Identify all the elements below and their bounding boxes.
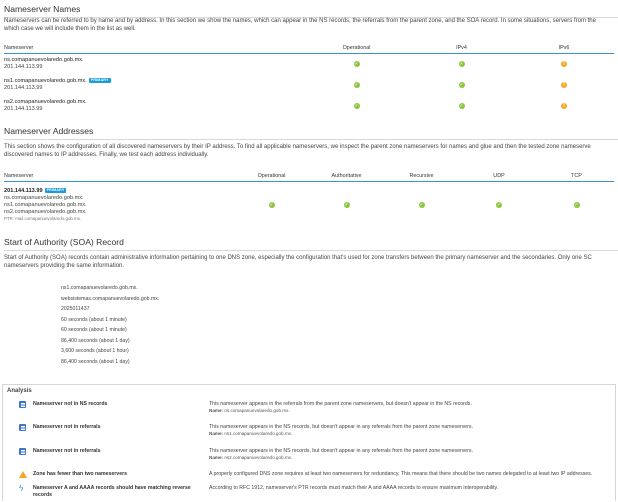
table-row [4,75,614,96]
lightning-icon: ϟ [19,484,24,493]
check-icon: ✓ [354,103,359,109]
table-row [4,54,614,75]
nameserver-ip: 201.144.113.99 [4,106,43,112]
soa-desc-line1: Start of Authority (SOA) records contain administrative information pertaining to one DNS zone, especially the configuration that's used for zone transfers between the primary nameserver and the secondaries. Only one SC [4,255,592,261]
check-icon: ✓ [269,201,274,208]
analysis-item-title: Nameserver not in referrals [33,424,101,430]
soa-desc-line2: nameservers providing the same information. [4,263,125,270]
analysis-title: Analysis [7,388,32,394]
names-desc-line1: Nameservers can be referred to by name and by address. In this section we show the names, which can appear in the NS records, the referrals from the parent zone, and the SOA record. In some situations, servers from the [4,18,596,24]
soa-value: 60 seconds (about 1 minute) [61,327,127,333]
analysis-item-title: Nameserver A and AAAA records should have matching reverse records [33,485,191,498]
col-tcp: TCP [539,170,614,182]
analysis-panel [2,384,616,501]
nameserver-name: ns2.comapanuevolaredo.gob.mx. [4,99,87,105]
name-label: Name: [209,407,224,413]
document-icon [19,448,26,455]
col-ipv4: IPv4 [409,42,514,54]
addresses-desc-line1: This section shows the configuration of all discovered nameservers by their IP address. To find all applicable nameservers, we inspect the parent zone nameservers for names and glue and then the tested zone nameserve [4,144,591,150]
soa-value: 60 seconds (about 1 minute) [61,316,127,323]
table-row [4,96,614,117]
soa-value: 3,600 seconds (about 1 hour) [61,348,129,354]
col-ipv6: IPv6 [514,42,614,54]
col-operational: Operational [304,42,409,54]
check-icon: ✓ [496,201,502,208]
primary-badge: PRIMARY [46,187,65,192]
soa-value: 86,400 seconds (about 1 day) [61,358,130,365]
document-icon [19,401,26,408]
warning-icon: ! [561,61,567,67]
analysis-item [3,398,615,418]
analysis-item-name: ns1.comapanuevolaredo.gob.mx. [224,430,293,436]
soa-title: Start of Authority (SOA) Record [4,237,618,251]
analysis-item-name: ns.comapanuevolaredo.gob.mx. [224,407,290,413]
check-icon: ✓ [574,201,579,208]
addresses-header-row [4,170,614,182]
analysis-item-desc: This nameserver appears in the referrals from the parent zone nameservers, but doesn't appear in the NS records. [209,401,472,407]
names-desc-line2: which case we will include them in the list as well. [4,26,136,33]
nameserver-name: ns1.comapanuevolaredo.gob.mx. [4,78,87,85]
analysis-item [3,421,615,441]
addresses-desc-line2: discovered names to IP addresses. Finally, we test each address individually. [4,152,209,159]
address-name: ns.comapanuevolaredo.gob.mx. [4,194,84,201]
address-name: ns1.comapanuevolaredo.gob.mx. [4,201,87,208]
check-icon: ✓ [344,201,349,208]
analysis-item-desc: This nameserver appears in the NS records, but doesn't appear in any referrals from the parent zone nameservers. [209,448,473,454]
address-name: ns2.comapanuevolaredo.gob.mx. [4,208,87,215]
names-title: Nameserver Names [4,4,618,18]
check-icon: ✓ [419,201,424,208]
check-icon: ✓ [354,82,359,88]
analysis-item [3,445,615,465]
analysis-item-desc: A properly configured DNS zone requires at least two nameservers for redundancy. This means that there should be two names delegated to at least two IP addresses. [209,471,593,477]
analysis-item-title: Nameserver not in NS records [33,401,108,407]
check-icon: ✓ [354,61,359,68]
analysis-item-title: Zone has fewer than two nameservers [33,471,127,477]
table-row [4,182,614,228]
soa-value: 2025011437 [61,306,90,312]
warning-icon: ! [561,103,567,109]
soa-value: ns1.comapanuevolaredo.gob.mx. [61,285,138,291]
col-authoritative: Authoritative [309,170,384,182]
col-recursive: Recursive [384,170,459,182]
warning-triangle-icon [19,471,27,478]
check-icon: ✓ [459,82,464,88]
name-label: Name: [209,430,224,436]
soa-value: websistemas.comapanuevolaredo.gob.mx. [61,295,160,302]
nameserver-ip: 201.144.113.99 [4,64,43,71]
check-icon: ✓ [459,103,464,109]
check-icon: ✓ [459,61,464,68]
address-ip: 201.144.113.99 [4,187,43,194]
name-label: Name: [209,454,224,460]
analysis-item [3,482,615,502]
addresses-title: Nameserver Addresses [4,126,618,140]
analysis-item-desc: This nameserver appears in the NS records, but doesn't appear in any referrals from the parent zone nameservers. [209,424,473,430]
primary-badge: PRIMARY [90,77,109,82]
nameserver-ip: 201.144.113.99 [4,85,43,92]
soa-value: 86,400 seconds (about 1 day) [61,337,130,344]
ptr-record: PTR: mail.comapanuevolaredo.gob.mx. [4,215,82,221]
col-nameserver: Nameserver [4,42,304,54]
analysis-item-name: ns2.comapanuevolaredo.gob.mx. [224,454,293,460]
nameserver-names-table [4,42,614,117]
document-icon [19,424,26,431]
analysis-item-desc: According to RFC 1912, nameserver's PTR records must match their A and AAAA records to ensure maximum interoperability. [209,485,499,491]
analysis-item-title: Nameserver not in referrals [33,448,101,454]
col-nameserver: Nameserver [4,170,234,182]
col-udp: UDP [459,170,539,182]
names-header-row [4,42,614,54]
nameserver-name: ns.comapanuevolaredo.gob.mx. [4,57,84,64]
col-operational: Operational [234,170,309,182]
nameserver-addresses-table [4,170,614,228]
warning-icon: ! [561,82,567,88]
